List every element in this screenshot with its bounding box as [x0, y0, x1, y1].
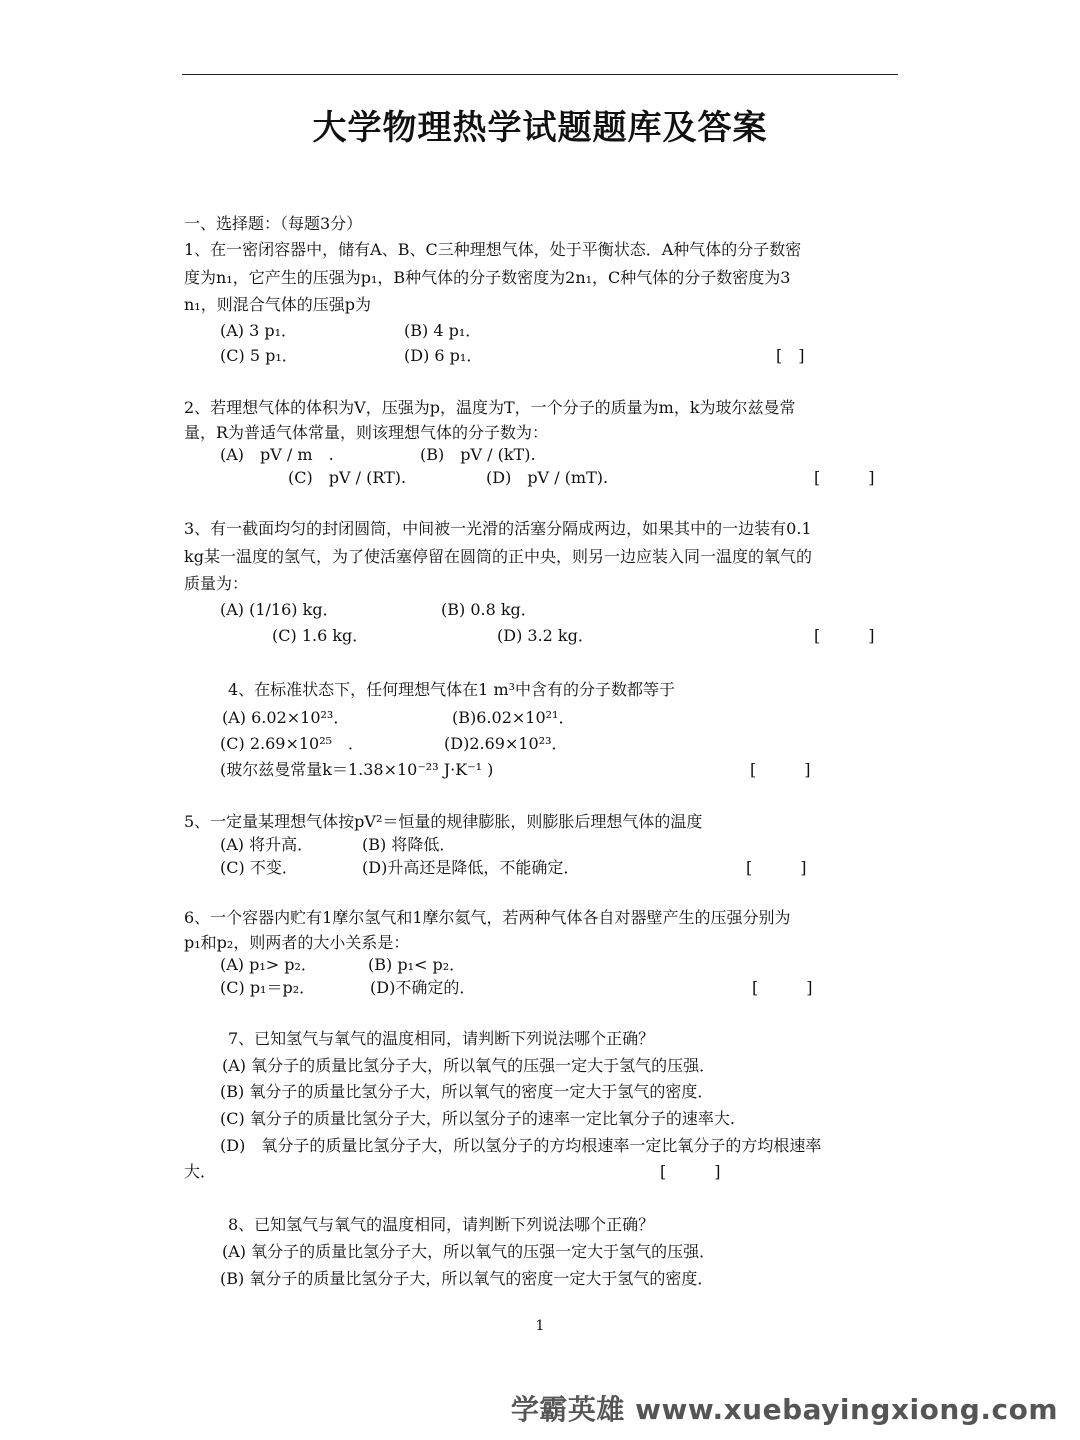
- q4-stem-line1: 4、在标准状态下，任何理想气体在1 m³中含有的分子数都等于: [228, 680, 676, 699]
- q5-option-c: (C) 不变．: [220, 858, 298, 877]
- q6-answer-bracket: [ ]: [752, 978, 813, 997]
- q6-option-c: (C) p₁＝p₂．: [220, 978, 316, 997]
- q1-stem-line1: 1、在一密闭容器中，储有A、B、C三种理想气体，处于平衡状态．A种气体的分子数密: [184, 240, 802, 259]
- q3-stem-line1: 3、有一截面均匀的封闭圆筒，中间被一光滑的活塞分隔成两边，如果其中的一边装有0.1: [184, 519, 812, 538]
- q7-option-c: (C) 氧分子的质量比氢分子大，所以氢分子的速率一定比氧分子的速率大.: [220, 1109, 735, 1128]
- q7-option-a: (A) 氧分子的质量比氢分子大，所以氧气的压强一定大于氢气的压强．: [222, 1056, 716, 1075]
- q1-option-d: (D) 6 p₁．: [404, 346, 483, 365]
- q4-option-d: (D)2.69×10²³．: [444, 734, 568, 753]
- q8-option-a: (A) 氧分子的质量比氢分子大，所以氧气的压强一定大于氢气的压强．: [222, 1242, 716, 1261]
- q2-answer-bracket: [ ]: [814, 468, 875, 487]
- q1-stem-line3: n₁，则混合气体的压强p为: [184, 295, 371, 314]
- q4-option-c: (C) 2.69×10²⁵ ．: [220, 734, 365, 753]
- q1-option-b: (B) 4 p₁．: [404, 321, 482, 340]
- q6-option-d: (D)不确定的．: [370, 978, 476, 997]
- q6-stem-line2: p₁和p₂，则两者的大小关系是：: [184, 933, 410, 952]
- q1-option-c: (C) 5 p₁．: [220, 346, 298, 365]
- q3-option-a: (A) (1/16) kg．: [220, 600, 339, 619]
- q5-answer-bracket: [ ]: [746, 858, 807, 877]
- q7-stem-line1: 7、已知氢气与氧气的温度相同，请判断下列说法哪个正确？: [228, 1029, 655, 1048]
- q1-stem-line2: 度为n₁，它产生的压强为p₁，B种气体的分子数密度为2n₁，C种气体的分子数密度为3: [184, 268, 791, 287]
- q2-option-a: (A) pV / m .: [220, 445, 334, 464]
- section-heading: 一、选择题：（每题3分）: [184, 214, 363, 233]
- q5-stem-line1: 5、一定量某理想气体按pV²＝恒量的规律膨胀，则膨胀后理想气体的温度: [184, 812, 703, 831]
- q3-answer-bracket: [ ]: [814, 626, 875, 645]
- q3-stem-line2: kg某一温度的氢气，为了使活塞停留在圆筒的正中央，则另一边应装入同一温度的氧气的: [184, 547, 812, 566]
- q6-stem-line1: 6、一个容器内贮有1摩尔氢气和1摩尔氦气，若两种气体各自对器壁产生的压强分别为: [184, 908, 791, 927]
- q2-option-c: (C) pV / (RT).: [288, 468, 407, 487]
- q8-stem-line1: 8、已知氢气与氧气的温度相同，请判断下列说法哪个正确？: [228, 1215, 655, 1234]
- q3-option-c: (C) 1.6 kg．: [272, 626, 369, 645]
- q4-answer-bracket: [ ]: [750, 760, 811, 779]
- q7-option-d-continued: 大．: [184, 1162, 217, 1181]
- q6-option-b: (B) p₁< p₂．: [368, 955, 466, 974]
- q4-option-a: (A) 6.02×10²³．: [222, 708, 350, 727]
- q3-option-d: (D) 3.2 kg．: [497, 626, 594, 645]
- q7-option-d: (D) 氧分子的质量比氢分子大，所以氢分子的方均根速率一定比氧分子的方均根速率: [220, 1136, 822, 1155]
- page-number: 1: [535, 1318, 545, 1334]
- q7-option-b: (B) 氧分子的质量比氢分子大，所以氧气的密度一定大于氢气的密度．: [220, 1082, 714, 1101]
- q5-option-b: (B) 将降低．: [362, 835, 456, 854]
- q4-constant-note: (玻尔兹曼常量k＝1.38×10⁻²³ J·K⁻¹ ): [220, 760, 494, 779]
- q5-option-d: (D)升高还是降低，不能确定．: [362, 858, 580, 877]
- document-title: 大学物理热学试题题库及答案: [312, 108, 768, 148]
- q5-option-a: (A) 将升高．: [220, 835, 314, 854]
- q3-option-b: (B) 0.8 kg．: [441, 600, 537, 619]
- q3-stem-line3: 质量为：: [184, 574, 249, 593]
- q2-option-d: (D) pV / (mT).: [486, 468, 609, 487]
- q8-option-b: (B) 氧分子的质量比氢分子大，所以氧气的密度一定大于氢气的密度．: [220, 1269, 714, 1288]
- q4-option-b: (B)6.02×10²¹．: [452, 708, 575, 727]
- q6-option-a: (A) p₁> p₂．: [220, 955, 317, 974]
- q2-stem-line1: 2、若理想气体的体积为V，压强为p，温度为T，一个分子的质量为m，k为玻尔兹曼常: [184, 398, 796, 417]
- header-rule: [182, 74, 898, 75]
- q1-answer-bracket: [ ]: [776, 346, 805, 365]
- q1-option-a: (A) 3 p₁．: [220, 321, 298, 340]
- q7-answer-bracket: [ ]: [660, 1162, 721, 1181]
- site-watermark: 学霸英雄 www.xuebayingxiong.com: [510, 1393, 1058, 1426]
- q2-stem-line2: 量，R为普适气体常量，则该理想气体的分子数为：: [184, 423, 549, 442]
- q2-option-b: (B) pV / (kT).: [420, 445, 536, 464]
